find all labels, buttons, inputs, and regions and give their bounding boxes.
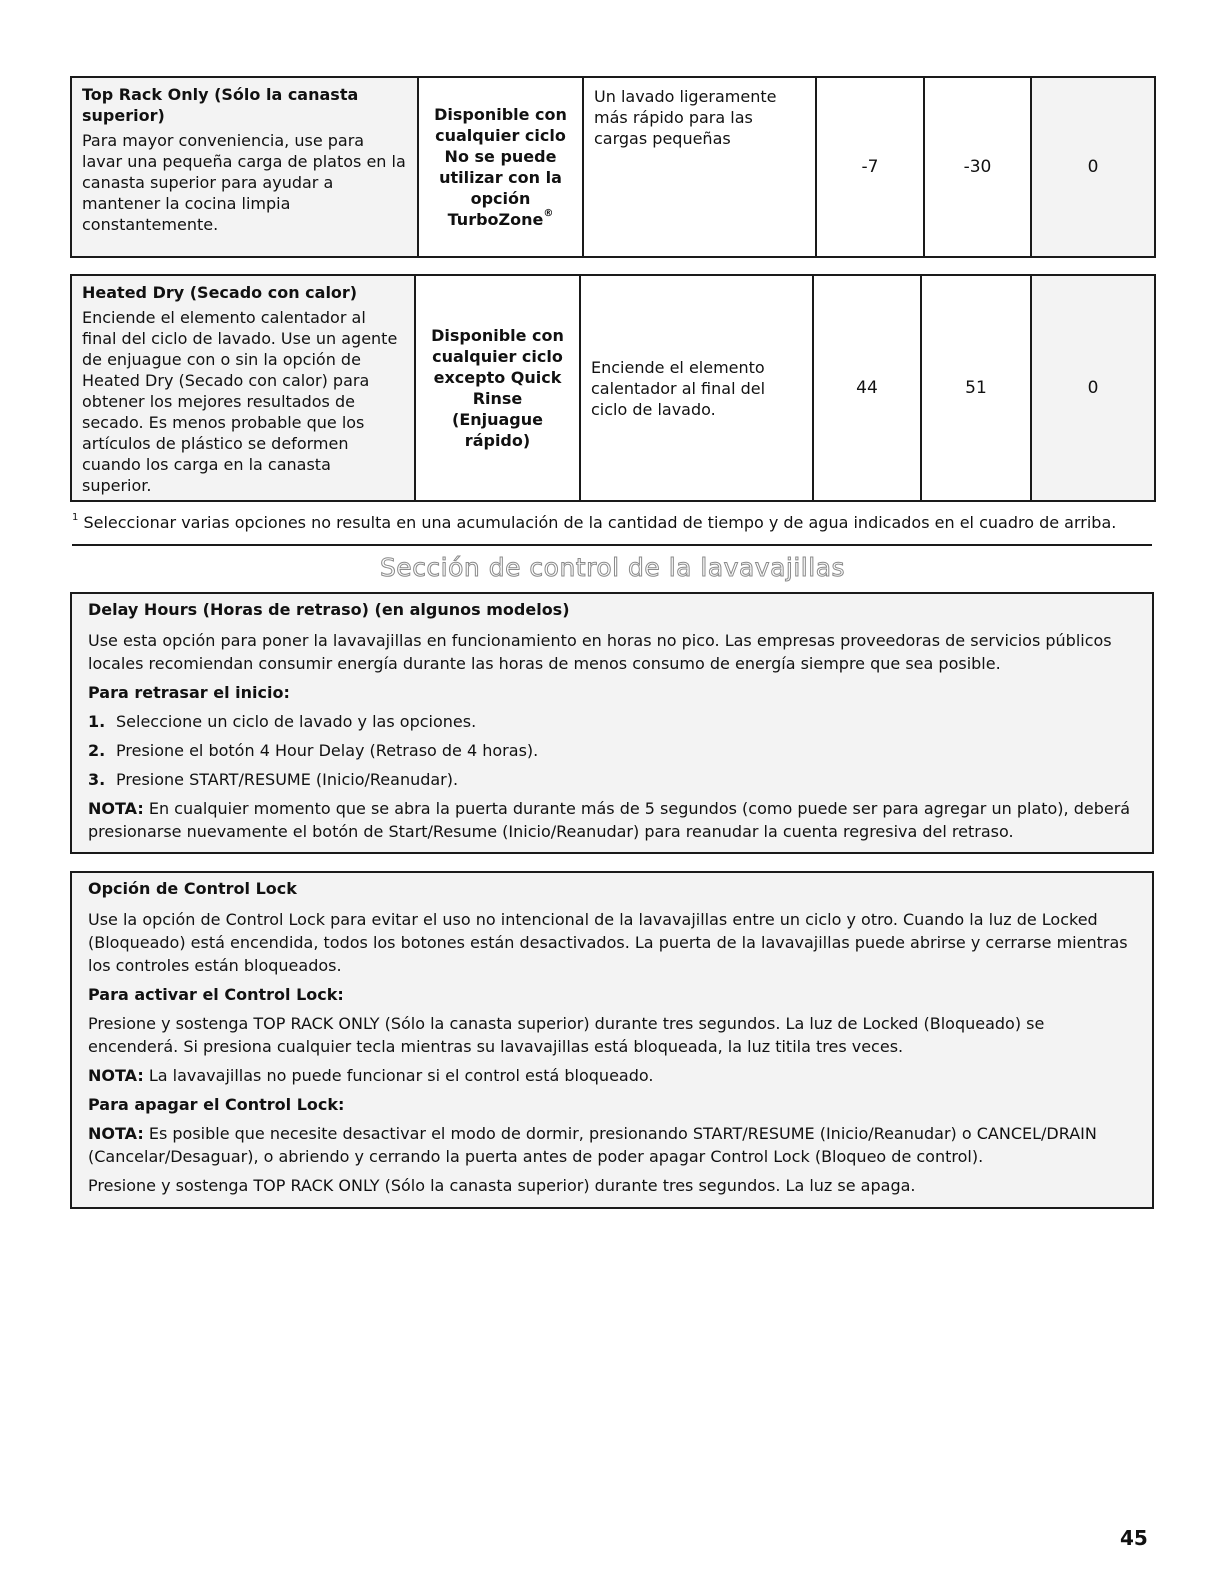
availability-line: excepto Quick xyxy=(433,368,562,387)
option-value: 0 xyxy=(1031,77,1155,257)
availability-line: cualquier ciclo xyxy=(435,126,566,145)
option-availability-cell xyxy=(415,275,580,501)
note-text: En cualquier momento que se abra la puerta durante más de 5 segundos (como puede ser para agregar un plato), deberá presionarse nuevamente el botón de Start/Resume (Inicio/Reanudar) para reanudar la cuenta regresiva del retraso. xyxy=(88,799,1131,841)
availability-line: cualquier ciclo xyxy=(432,347,563,366)
option-value: 0 xyxy=(1031,275,1155,501)
note-text: La lavavajillas no puede funcionar si el control está bloqueado. xyxy=(148,1066,654,1085)
option-value: 44 xyxy=(813,275,921,501)
option-description: Enciende el elemento calentador al final del ciclo de lavado. Use un agente de enjuague con o sin la opción de Heated Dry (Secado con calor) para obtener los mejores resultados de secado. Es menos probable que los artículos de plástico se deformen cuando los carga en la canasta superior. xyxy=(82,308,398,495)
page-number: 45 xyxy=(1120,1526,1148,1550)
step-text: Seleccione un ciclo de lavado y las opciones. xyxy=(116,712,477,731)
step-number: 1. xyxy=(88,712,106,731)
delay-note xyxy=(88,797,1136,843)
option-row-top-rack xyxy=(70,76,1156,258)
option-description: Para mayor conveniencia, use para lavar una pequeña carga de platos en la canasta superior para ayudar a mantener la cocina limpia constantemente. xyxy=(82,131,406,234)
deactivate-text: Presione y sostenga TOP RACK ONLY (Sólo la canasta superior) durante tres segundos. La luz se apaga. xyxy=(88,1176,916,1195)
control-lock-title: Opción de Control Lock xyxy=(88,879,297,898)
registered-mark: ® xyxy=(543,208,554,219)
step-number: 3. xyxy=(88,770,106,789)
turbozone-label: TurboZone xyxy=(447,210,544,229)
note-text: Es posible que necesite desactivar el modo de dormir, presionando START/RESUME (Inicio/Reanudar) o CANCEL/DRAIN (Cancelar/Desaguar), o abriendo y cerrando la puerta antes de poder apagar Control Lock (Bloqueo de control). xyxy=(88,1124,1097,1166)
option-effect: Un lavado ligeramente más rápido para las cargas pequeñas xyxy=(583,77,816,257)
control-lock-intro: Use la opción de Control Lock para evitar el uso no intencional de la lavavajillas entre un ciclo y otro. Cuando la luz de Locked (Bloqueado) está encendida, todos los botones están desactivados. La puerta de la lavavajillas puede abrirse y cerrarse mientras los controles están bloqueados. xyxy=(88,910,1128,975)
step-text: Presione el botón 4 Hour Delay (Retraso de 4 horas). xyxy=(116,741,539,760)
step-number: 2. xyxy=(88,741,106,760)
deactivate-heading: Para apagar el Control Lock: xyxy=(88,1095,345,1114)
delay-start-heading: Para retrasar el inicio: xyxy=(88,683,290,702)
note-label: NOTA: xyxy=(88,799,144,818)
note-label: NOTA: xyxy=(88,1124,144,1143)
delay-hours-box xyxy=(70,592,1154,854)
option-description-cell xyxy=(71,77,418,257)
list-item xyxy=(88,710,1136,733)
option-availability-cell xyxy=(418,77,583,257)
option-value: 51 xyxy=(921,275,1031,501)
availability-line: opción xyxy=(470,189,531,208)
footnote-text: Seleccionar varias opciones no resulta en una acumulación de la cantidad de tiempo y de agua indicados en el cuadro de arriba. xyxy=(83,513,1117,532)
activate-heading: Para activar el Control Lock: xyxy=(88,985,344,1004)
option-value: -7 xyxy=(816,77,924,257)
delay-steps-list xyxy=(88,710,1136,791)
list-item xyxy=(88,768,1136,791)
availability-line: rápido) xyxy=(464,431,531,450)
option-title: Top Rack Only (Sólo la canasta superior) xyxy=(82,85,359,125)
activate-text: Presione y sostenga TOP RACK ONLY (Sólo la canasta superior) durante tres segundos. La luz de Locked (Bloqueado) se encenderá. Si presiona cualquier tecla mientras su lavavajillas está bloqueada, la luz titila tres veces. xyxy=(88,1014,1045,1056)
availability-line: Rinse (Enjuague xyxy=(452,389,543,429)
footnote-mark: 1 xyxy=(72,512,79,523)
step-text: Presione START/RESUME (Inicio/Reanudar). xyxy=(116,770,459,789)
list-item xyxy=(88,739,1136,762)
deactivate-note xyxy=(88,1122,1136,1168)
availability-line: Disponible con xyxy=(434,105,567,124)
option-value: -30 xyxy=(924,77,1031,257)
option-effect: Enciende el elemento calentador al final del ciclo de lavado. xyxy=(580,275,813,501)
availability-line: No se puede xyxy=(444,147,557,166)
option-description-cell xyxy=(71,275,415,501)
availability-line: utilizar con la xyxy=(439,168,562,187)
section-heading: Sección de control de la lavavajillas xyxy=(379,553,846,582)
option-title: Heated Dry (Secado con calor) xyxy=(82,283,358,302)
delay-hours-intro: Use esta opción para poner la lavavajillas en funcionamiento en horas no pico. Las empresas proveedoras de servicios públicos locales recomiendan consumir energía durante las horas de menos consumo de energía siempre que sea posible. xyxy=(88,631,1112,673)
control-lock-note xyxy=(88,1064,1136,1087)
control-lock-box xyxy=(70,871,1154,1209)
availability-line xyxy=(429,209,572,230)
option-row-heated-dry xyxy=(70,274,1156,502)
note-label: NOTA: xyxy=(88,1066,144,1085)
table-footnote xyxy=(72,513,1152,546)
delay-hours-title: Delay Hours (Horas de retraso) (en algunos modelos) xyxy=(88,600,570,619)
availability-line: Disponible con xyxy=(431,326,564,345)
